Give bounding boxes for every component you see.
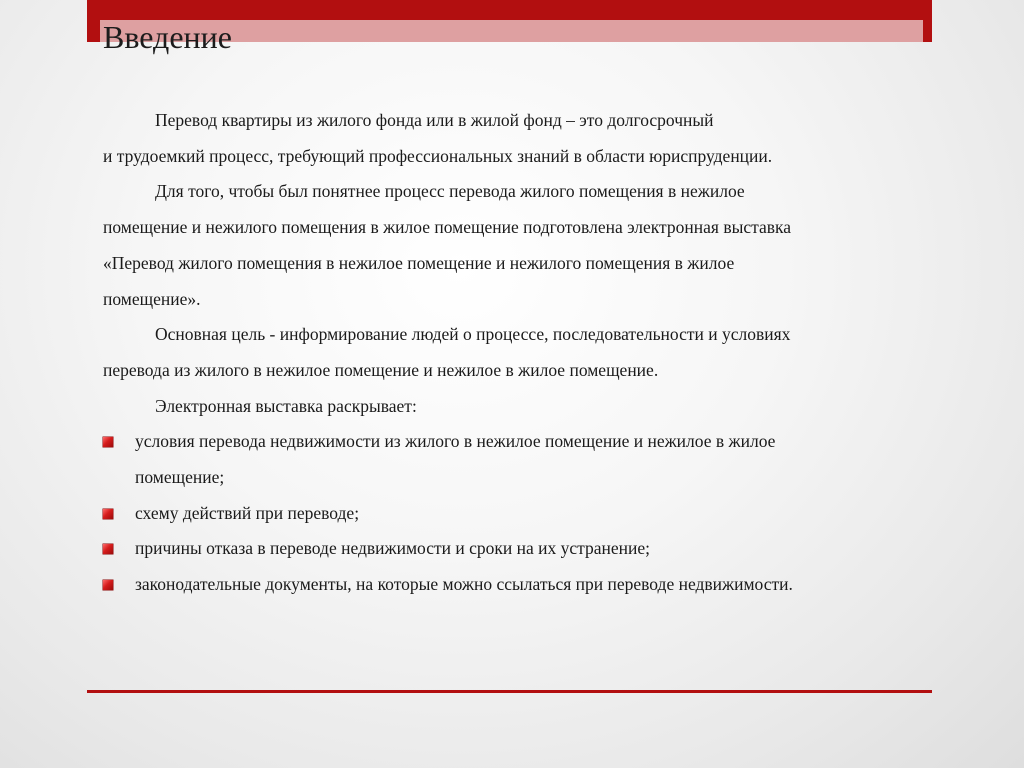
text-line: законодательные документы, на которые можно ссылаться при переводе недвижимости.	[135, 574, 793, 595]
text-line: Для того, чтобы был понятнее процесс перевода жилого помещения в нежилое	[155, 181, 745, 202]
list-item	[103, 531, 903, 567]
text-line: условия перевода недвижимости из жилого в нежилое помещение и нежилое в жилое	[135, 431, 776, 452]
bullet-square-icon	[103, 580, 113, 590]
bullet-list	[103, 424, 903, 603]
text-line: «Перевод жилого помещения в нежилое помещение и нежилого помещения в жилое	[103, 252, 735, 273]
bottom-divider	[87, 690, 932, 693]
bullet-square-icon	[103, 544, 113, 554]
paragraph-intro	[103, 103, 903, 174]
text-line: Перевод квартиры из жилого фонда или в жилой фонд – это долгосрочный	[155, 110, 714, 130]
list-item	[103, 424, 903, 495]
text-line: Электронная выставка раскрывает:	[155, 395, 417, 416]
text-line: помещение;	[135, 467, 225, 488]
text-line: перевода из жилого в нежилое помещение и нежилое в жилое помещение.	[103, 359, 659, 380]
text-line: помещение и нежилого помещения в жилое помещение подготовлена электронная выставка	[103, 217, 792, 238]
text-line: Основная цель - информирование людей о процессе, последовательности и условиях	[155, 324, 791, 345]
bullet-square-icon	[103, 437, 113, 447]
text-line: и трудоемкий процесс, требующий профессиональных знаний в области юриспруденции.	[103, 145, 773, 166]
list-item	[103, 567, 903, 603]
text-line: схему действий при переводе;	[135, 502, 360, 523]
text-line: причины отказа в переводе недвижимости и сроки на их устранение;	[135, 538, 651, 559]
paragraph-goal	[103, 317, 903, 388]
slide-body	[103, 103, 903, 603]
list-item	[103, 496, 903, 532]
paragraph-exhibition	[103, 174, 903, 317]
text-line: помещение».	[103, 288, 201, 309]
paragraph-reveals	[103, 389, 903, 425]
slide-title: Введение	[103, 19, 232, 55]
bullet-square-icon	[103, 509, 113, 519]
